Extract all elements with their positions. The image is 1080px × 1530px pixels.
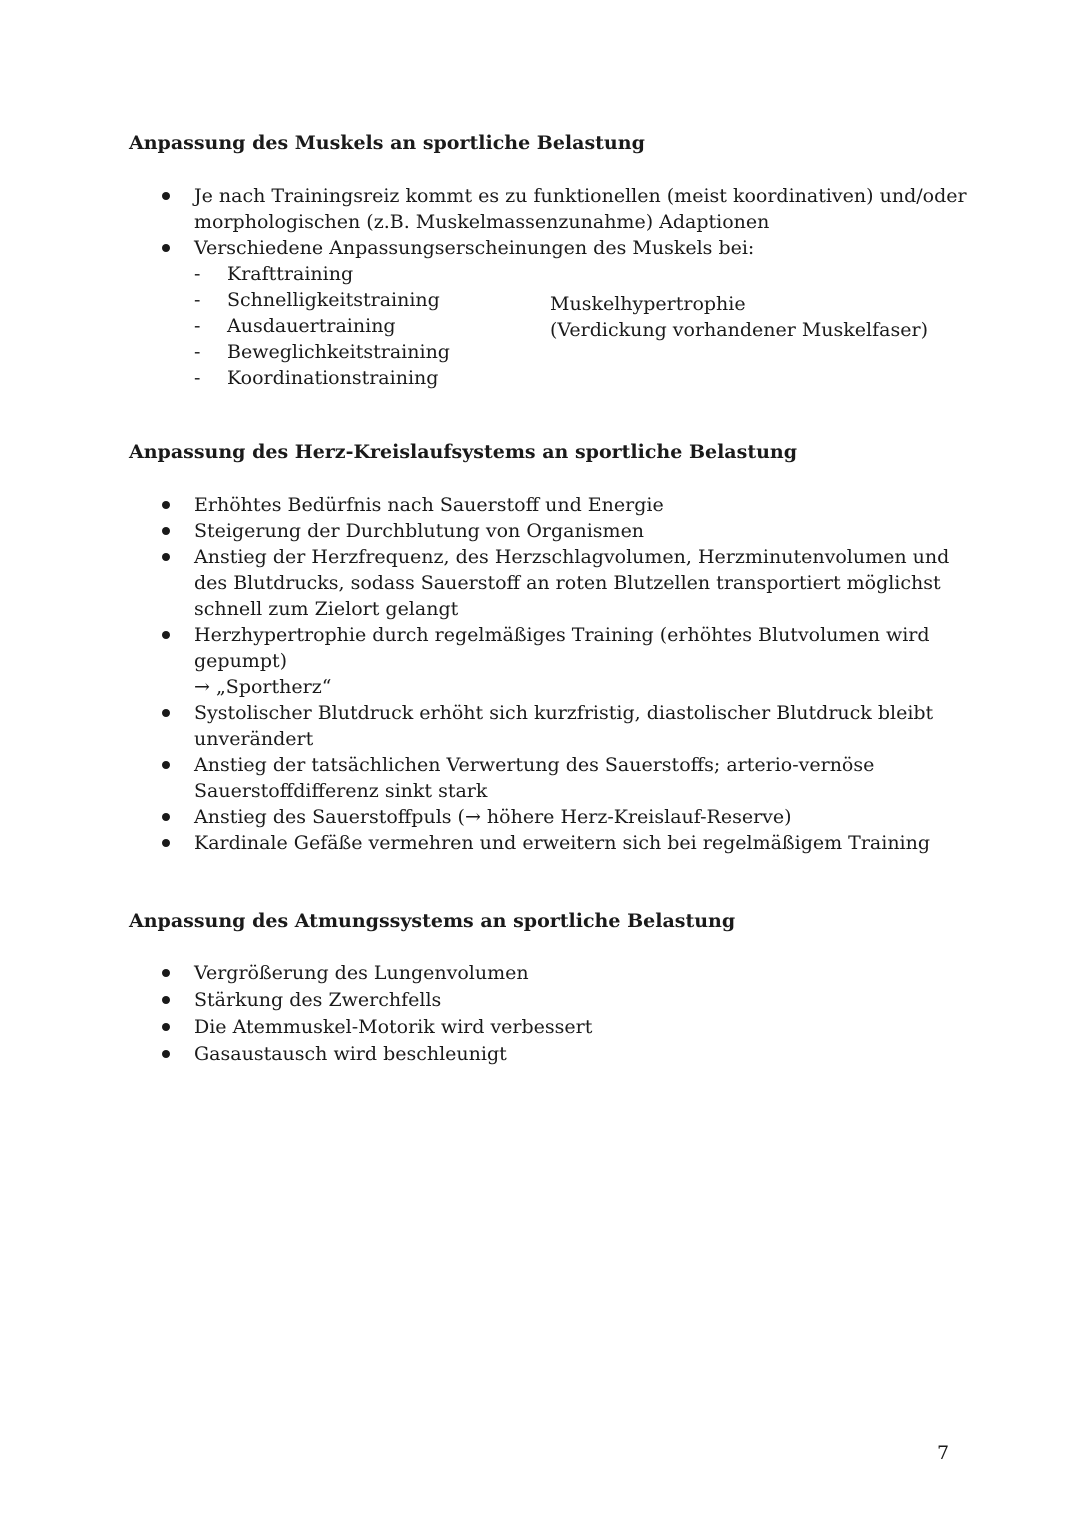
list-item <box>129 830 969 856</box>
sportherz-arrow-note: → „Sportherz“ <box>194 676 332 698</box>
list-item-text: Stärkung des Zwerchfells <box>194 989 442 1011</box>
list-item <box>129 987 969 1013</box>
list-item-text: Anstieg der tatsächlichen Verwertung des Sauerstoffs; arterio-vernöse Sauerstoffdifferenz sinkt stark <box>194 754 875 802</box>
list-item <box>129 183 969 235</box>
bullet-list-herz-kreislauf <box>129 492 969 856</box>
list-item-text: Vergrößerung des Lungenvolumen <box>194 962 529 984</box>
list-item-text: Anstieg des Sauerstoffpuls (→ höhere Herz-Kreislauf-Reserve) <box>194 806 792 828</box>
hypertrophy-note <box>550 291 970 343</box>
section-heading-herz-kreislauf: Anpassung des Herz-Kreislaufsystems an sportliche Belastung <box>129 441 798 463</box>
list-item <box>129 960 969 986</box>
bullet-list-atmung <box>129 960 969 1067</box>
list-item-text: Systolischer Blutdruck erhöht sich kurzfristig, diastolischer Blutdruck bleibt unverändert <box>194 702 934 750</box>
note-line: (Verdickung vorhandener Muskelfaser) <box>550 319 928 341</box>
list-item: - Ausdauertraining <box>194 313 969 339</box>
list-item-text: Erhöhtes Bedürfnis nach Sauerstoff und Energie <box>194 494 664 516</box>
list-item <box>129 1014 969 1040</box>
list-item-text: Gasaustausch wird beschleunigt <box>194 1043 507 1065</box>
list-item-text: Verschiedene Anpassungserscheinungen des Muskels bei: <box>194 237 755 259</box>
section-muskel <box>129 130 969 391</box>
page-number: 7 <box>937 1442 950 1464</box>
list-item: - Schnelligkeitstraining <box>194 287 969 313</box>
list-item: - Beweglichkeitstraining <box>194 339 969 365</box>
note-line: Muskelhypertrophie <box>550 293 746 315</box>
list-item-text: Anstieg der Herzfrequenz, des Herzschlagvolumen, Herzminutenvolumen und des Blutdrucks, sodass Sauerstoff an roten Blutzellen transportiert möglichst schnell zum Zielort gelangt <box>194 546 950 620</box>
list-item: - Krafttraining <box>194 261 969 287</box>
list-item <box>129 804 969 830</box>
list-item-text: Kardinale Gefäße vermehren und erweitern sich bei regelmäßigem Training <box>194 832 931 854</box>
list-item-text: Herzhypertrophie durch regelmäßiges Training (erhöhtes Blutvolumen wird gepumpt) <box>194 624 930 672</box>
section-heading-muskel: Anpassung des Muskels an sportliche Belastung <box>129 132 645 154</box>
list-item-text: Je nach Trainingsreiz kommt es zu funktionellen (meist koordinativen) und/oder morphologischen (z.B. Muskelmassenzunahme) Adaptionen <box>194 185 967 233</box>
list-item <box>129 492 969 518</box>
list-item <box>129 518 969 544</box>
list-item <box>129 1041 969 1067</box>
bullet-list-muskel <box>129 183 969 391</box>
list-item-text: Steigerung der Durchblutung von Organismen <box>194 520 645 542</box>
section-atmung <box>129 908 969 1067</box>
list-item <box>129 544 969 622</box>
section-herz-kreislauf <box>129 439 969 856</box>
list-item <box>129 752 969 804</box>
list-item <box>129 700 969 752</box>
list-item: - Koordinationstraining <box>194 365 969 391</box>
list-item <box>129 622 969 700</box>
section-heading-atmung: Anpassung des Atmungssystems an sportliche Belastung <box>129 910 736 932</box>
list-item-text: Die Atemmuskel-Motorik wird verbessert <box>194 1016 593 1038</box>
